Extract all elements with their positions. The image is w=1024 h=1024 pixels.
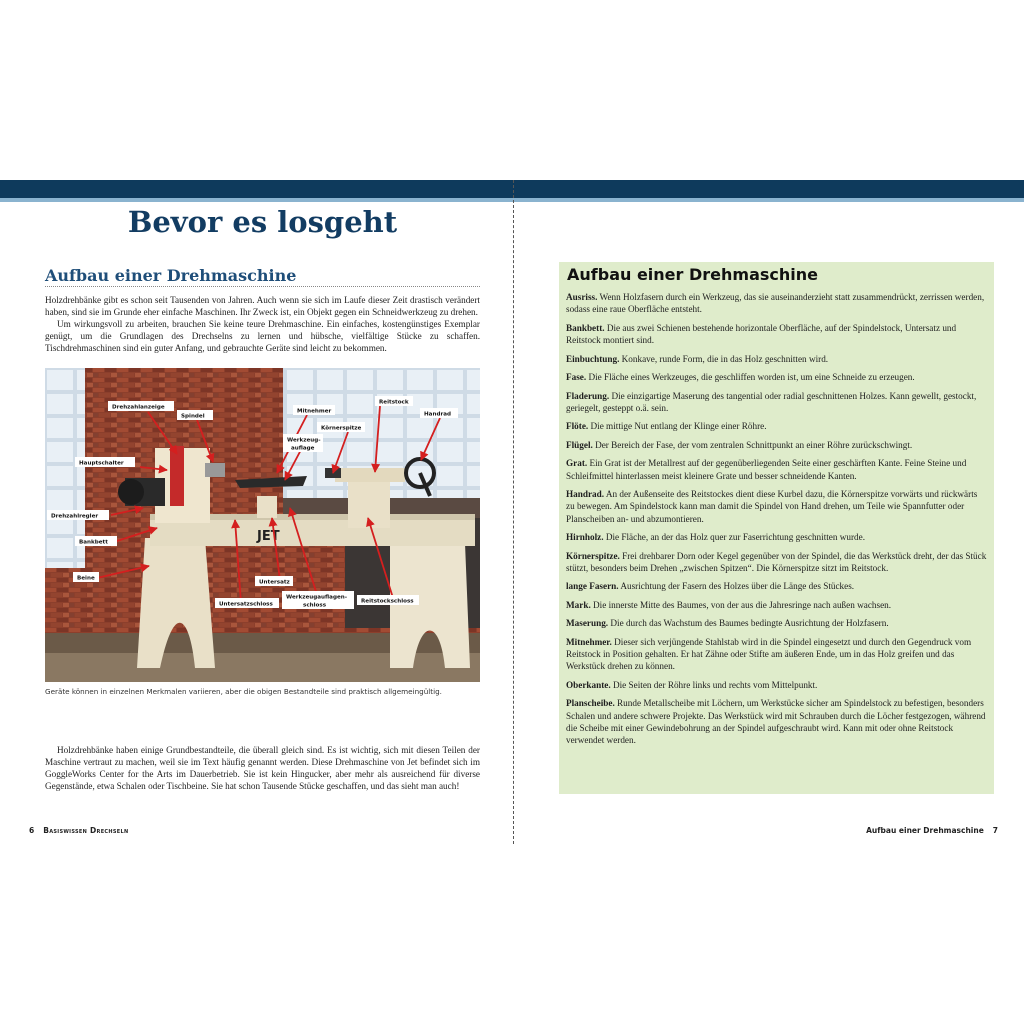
intro-paragraph: Holzdrehbänke gibt es schon seit Tausenden von Jahren. Auch wenn sie sich im Laufe dieser Zeit drastisch verändert haben, sind sie im Grunde eher einfache Maschinen. Ihr Zweck ist, ein Objekt gegen ein Schneidwerkzeug zu drehen. [45,295,480,317]
running-title: Basiswissen Drechseln [43,826,129,835]
glossary-entry [566,599,987,611]
glossary-definition: Konkave, runde Form, die in das Holz geschnitten wird. [621,353,829,364]
glossary-definition: Die innerste Mitte des Baumes, von der aus die Jahresringe nach außen wachsen. [593,599,892,610]
glossary-term: Körnerspitze. [566,550,620,561]
glossary-term: Handrad. [566,489,605,500]
glossary-term: Fase. [566,372,587,383]
glossary-definition: Die Fläche, an der das Holz quer zur Faserrichtung geschnitten wurde. [605,532,866,543]
label-bankbett: Bankbett [79,539,108,546]
glossary-term: Fladerung. [566,390,610,401]
glossary-definition: Runde Metallscheibe mit Löchern, um Werkstücke sicher am Spindelstock zu befestigen, besonders Schalen und andere schwere Projekte. Das Werkstück wird mit Schrauben durch die Löcher festgezogen, während die Scheibe mit einer Gewindebohrung an der Spindel aufgeschraubt wird. Kann mit oder ohne Reitstock verwendet werden. [566,698,986,746]
glossary-term: Grat. [566,458,588,469]
glossary-term: Mark. [566,599,591,610]
glossary-entry [566,550,987,575]
glossary-title: Aufbau einer Drehmaschine [567,265,818,284]
header-band [0,180,1024,198]
label-spindel: Spindel [181,413,205,420]
glossary-entry [566,617,987,629]
glossary-term: Ausriss. [566,292,598,302]
glossary-list [566,291,987,753]
glossary-definition: Der Bereich der Fase, der vom zentralen Schnittpunkt an einer Röhre zurückschwingt. [595,439,913,450]
glossary-box [559,262,994,794]
glossary-entry [566,531,987,543]
glossary-entry [566,488,987,525]
label-reitstock: Reitstock [379,399,409,406]
photo-caption: Geräte können in einzelnen Merkmalen variieren, aber die obigen Bestandteile sind praktisch allgemeingültig. [45,687,442,696]
section-divider [45,286,480,287]
glossary-term: Mitnehmer. [566,636,612,647]
glossary-entry [566,390,987,415]
glossary-definition: Die einzigartige Maserung des tangential oder radial geschnittenen Holzes. Kann gewellt, gestockt, geriegelt, gesteppt o.ä. sein. [566,390,977,413]
glossary-entry [566,457,987,482]
label-beine: Beine [77,575,95,582]
label-koernerspitze: Körnerspitze [321,425,362,432]
label-drehzahlregler: Drehzahlregler [51,513,99,520]
glossary-term: Hirnholz. [566,532,604,543]
glossary-entry [566,291,987,316]
glossary-entry [566,636,987,673]
label-werkzeugauflage-line1: Werkzeug- [287,437,321,444]
folio-left [29,826,128,835]
folio-right [866,826,998,835]
glossary-entry [566,371,987,383]
glossary-definition: Die Fläche eines Werkzeuges, die geschliffen worden ist, um eine Schneide zu erzeugen. [588,372,915,383]
lathe-illustration [45,368,480,682]
glossary-entry [566,420,987,432]
glossary-entry [566,353,987,365]
intro-paragraph: Um wirkungsvoll zu arbeiten, brauchen Sie keine teure Drehmaschine. Ein einfaches, kostengünstiges Exemplar genügt, um die Grundlagen des Drechselns zu lernen und hübsche, vielfältige Stücke zu schaffen. Tischdrehmaschinen sind ein guter Anfang, und gebrauchte Geräte sind leicht zu bekommen. [45,319,480,353]
glossary-entry [566,580,987,592]
glossary-term: Flöte. [566,421,589,432]
lathe-photo [45,368,480,682]
intro-text [45,294,480,354]
glossary-entry [566,679,987,691]
glossary-definition: Ein Grat ist der Metallrest auf der gegenüberliegenden Seite einer geschärften Kante. Feine Steine und Schleifmittel hinterlassen meist kleinere Grate und besser schneidende Kanten. [566,458,967,481]
glossary-entry [566,697,987,746]
label-drehzahlanzeige: Drehzahlanzeige [112,404,165,411]
page-number: 7 [992,826,998,835]
header-band-accent [0,198,1024,202]
glossary-entry [566,322,987,347]
page-gutter [513,180,514,844]
brand-jet: JET [257,529,280,544]
label-reitstockschloss: Reitstockschloss [361,598,414,605]
label-werkzeugauflagenschloss-line2: schloss [303,602,327,609]
label-untersatz: Untersatz [259,579,290,586]
glossary-definition: Die Seiten der Röhre links und rechts vom Mittelpunkt. [612,679,818,690]
glossary-entry [566,439,987,451]
page-number: 6 [29,826,35,835]
label-werkzeugauflagenschloss-line1: Werkzeugauflagen- [286,594,348,601]
glossary-term: Maserung. [566,618,609,629]
label-mitnehmer: Mitnehmer [297,408,332,415]
label-hauptschalter: Hauptschalter [79,460,124,467]
glossary-definition: Die aus zwei Schienen bestehende horizontale Oberfläche, auf der Spindelstock, Untersatz und Reitstock montiert sind. [566,322,957,346]
glossary-definition: Die mittige Nut entlang der Klinge einer Röhre. [590,421,767,432]
glossary-definition: An der Außenseite des Reitstockes dient diese Kurbel dazu, die Körnerspitze vorwärts und rückwärts zu bewegen. Am Spindelstock kann man damit die Spindel von Hand drehen, um Teile wie Spannfutter oder Planscheiben an- und abzumontieren. [566,489,978,524]
glossary-term: lange Fasern. [566,581,619,592]
running-title: Aufbau einer Drehmaschine [866,826,984,835]
glossary-term: Einbuchtung. [566,353,620,364]
glossary-definition: Ausrichtung der Fasern des Holzes über die Länge des Stückes. [620,581,855,592]
label-handrad: Handrad [424,411,451,418]
glossary-term: Oberkante. [566,679,611,690]
glossary-definition: Frei drehbarer Dorn oder Kegel gegenüber von der Spindel, die das Werkstück dreht, der das Stück stützt, besonders beim Drehen „zwischen Spitzen“. Die Körnerspitze sitzt im Reitstock. [566,550,987,573]
glossary-term: Flügel. [566,439,593,450]
label-untersatzschloss: Untersatzschloss [219,601,273,608]
closing-paragraph: Holzdrehbänke haben einige Grundbestandteile, die überall gleich sind. Es ist wichtig, sich mit diesen Teilen der Maschine vertraut zu machen, weil sie im Text häufig genannt werden. Diese Drehmaschine von Jet befindet sich im GoggleWorks Center for the Arts im Dauerbetrieb. Sie ist kein Hingucker, aber mehr als ausreichend für diverse Gegenstände, etwa Schalen oder Tischbeine. Sie hat schon Tausende Stücke geschaffen, und das sieht man auch! [45,745,480,791]
section-title: Aufbau einer Drehmaschine [45,266,297,285]
glossary-definition: Wenn Holzfasern durch ein Werkzeug, das sie auseinanderzieht statt zusammendrückt, zerrissen werden, sodass eine raue Oberfläche entsteht. [566,292,985,315]
page-title: Bevor es losgeht [127,205,398,239]
glossary-definition: Die durch das Wachstum des Baumes bedingte Ausrichtung der Holzfasern. [610,618,889,629]
glossary-term: Planscheibe. [566,698,615,709]
glossary-term: Bankbett. [566,322,605,333]
glossary-definition: Dieser sich verjüngende Stahlstab wird in die Spindel eingesetzt und durch den Gegendruck vom Reitstock in Position gehalten. Er hat Zähne oder Stifte am äußeren Ende, um in das Holz greifen und das Werkstück drehen zu können. [566,636,972,672]
label-werkzeugauflage-line2: auflage [291,445,315,452]
